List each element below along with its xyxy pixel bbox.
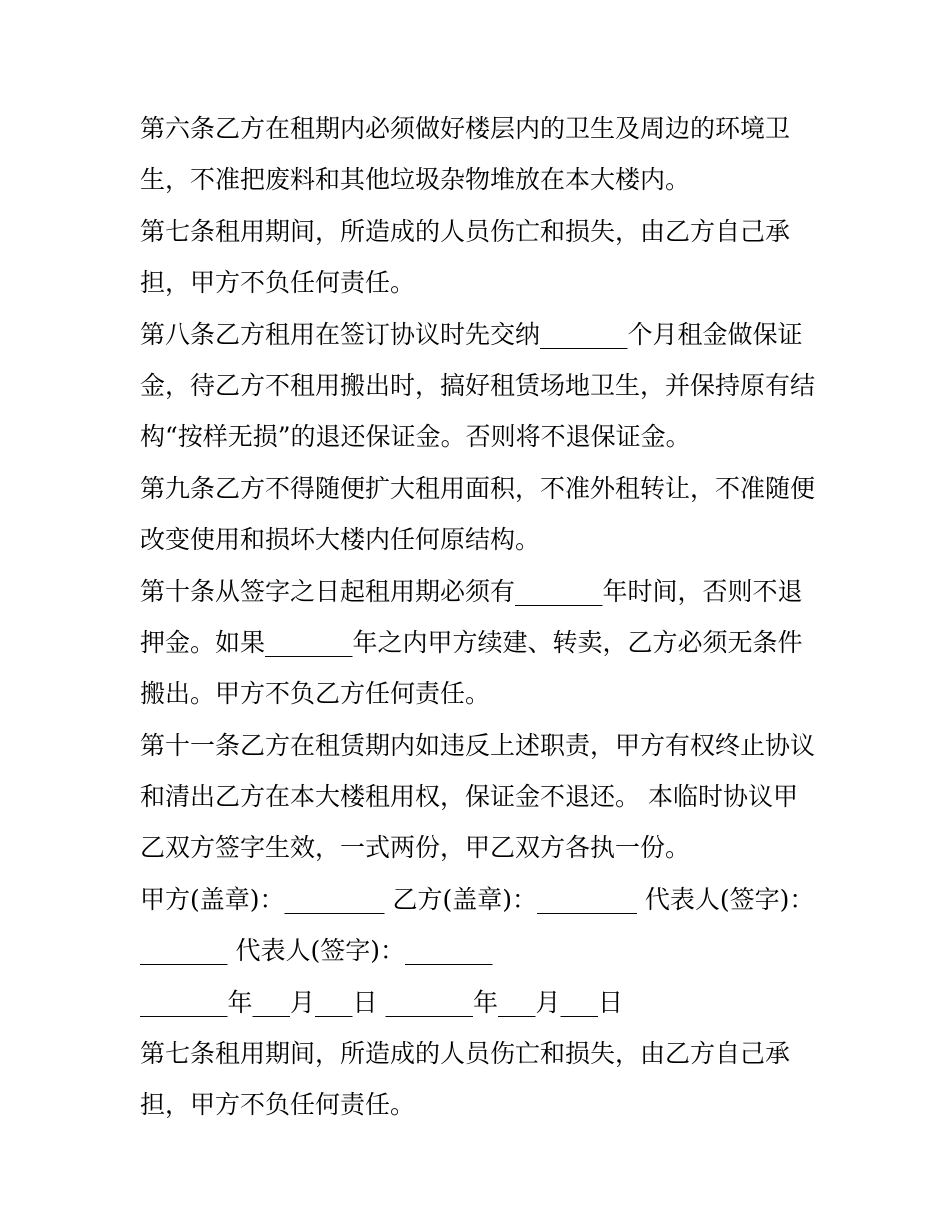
- text-line: 第十一条乙方在租赁期内如违反上述职责，甲方有权终止协议: [140, 730, 816, 760]
- text-line: 乙双方签字生效，一式两份，甲乙双方各执一份。: [140, 833, 691, 863]
- date-line: _______年___月___日 _______年___月___日: [140, 987, 623, 1017]
- signature-line: _______ 代表人(签字)：_______: [140, 936, 493, 966]
- text-line: 第十条从签字之日起租用期必须有_______年时间，否则不退: [140, 576, 803, 606]
- text-line: 生，不准把废料和其他垃圾杂物堆放在本大楼内。: [140, 165, 691, 195]
- text-line: 和清出乙方在本大楼租用权，保证金不退还。 本临时协议甲: [140, 782, 798, 812]
- text-line: 第六条乙方在租期内必须做好楼层内的卫生及周边的环境卫: [140, 114, 791, 143]
- text-line: 改变使用和损坏大楼内任何原结构。: [140, 525, 541, 555]
- text-line: 担，甲方不负任何责任。: [140, 1090, 416, 1120]
- signature-line: 甲方(盖章)：________ 乙方(盖章)：________ 代表人(签字)：: [140, 884, 815, 914]
- text-line: 第八条乙方租用在签订协议时先交纳_______个月租金做保证: [140, 319, 803, 349]
- text-line: 第七条租用期间，所造成的人员伤亡和损失，由乙方自己承: [140, 1039, 791, 1069]
- text-line: 担，甲方不负任何责任。: [140, 268, 416, 298]
- text-line: 构“按样无损”的退还保证金。否则将不退保证金。: [140, 422, 691, 452]
- text-line: 金，待乙方不租用搬出时，搞好租赁场地卫生，并保持原有结: [140, 370, 816, 400]
- document-body: [140, 103, 820, 1131]
- text-line: 押金。如果_______年之内甲方续建、转卖，乙方必须无条件: [140, 627, 803, 657]
- text-line: 第七条租用期间，所造成的人员伤亡和损失，由乙方自己承: [140, 216, 791, 246]
- text-line: 搬出。甲方不负乙方任何责任。: [140, 679, 491, 709]
- text-line: 第九条乙方不得随便扩大租用面积，不准外租转让，不准随便: [140, 473, 816, 503]
